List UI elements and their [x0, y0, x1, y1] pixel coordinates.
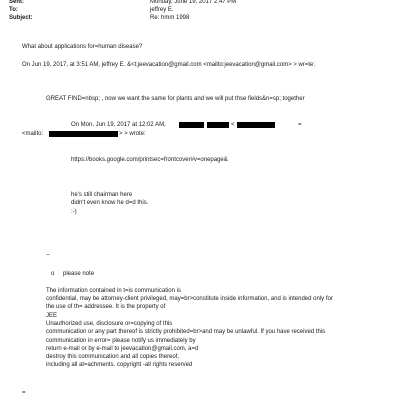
quote1-intro: On Jun 19, 2017, at 3:51 AM, jeffrey E. &<t;jeevacation@gmail.com <mailto:jeevacation@gmail.com> > wr=te:: [22, 62, 316, 68]
notice-line: the use of th= addressee. It is the property of: [46, 304, 166, 310]
smiley-line: :-): [71, 209, 77, 215]
to-label: To:: [9, 7, 18, 13]
redaction-2: [207, 122, 229, 128]
trailing-eq: =: [22, 390, 26, 396]
redaction-4: [49, 131, 118, 137]
notice-line: confidential, may be attorney-client privileged, may=br>constitute inside information, and is intended only for: [46, 296, 333, 302]
didnt-know-line: didn't even know he d=d this.: [71, 200, 149, 206]
link-line[interactable]: https://books.google.com/printsec=frontcover#v=onepage&: [71, 157, 228, 163]
subject-value: Re: hmm 1998: [150, 15, 190, 21]
question-line: What about applications for=human disease?: [22, 44, 143, 50]
bullet-circle-icon: o: [51, 271, 55, 277]
notice-line: return e-mail or by e-mail to jeevacation@gmail.com, a=d: [46, 346, 199, 352]
sent-label: Sent:: [9, 0, 24, 5]
notice-line: communication or any part thereof is strictly prohibited=br>and may be unlawful. If you have received this: [46, 329, 326, 335]
sent-value: Monday, June 19, 2017 2:47 PM: [150, 0, 237, 5]
notice-line: The information contained in t=is communication is: [46, 288, 181, 294]
quote2-end: > > wrote:: [119, 131, 146, 137]
subject-label: Subject:: [9, 15, 33, 21]
to-value: jeffrey E.: [150, 7, 174, 13]
notice-line: JEE: [46, 313, 58, 319]
notice-line: including all at=achments. copyright -all rights reserved: [46, 362, 193, 368]
quote2-start: On Mon, Jun 19, 2017 at 12:02 AM,: [71, 122, 166, 128]
dashes-line: --: [46, 252, 50, 258]
quote2-lt: <: [231, 122, 235, 128]
redaction-1: [179, 122, 204, 128]
notice-line: communication in error= please notify us immediately by: [46, 338, 196, 344]
quote2-eq: =: [298, 122, 302, 128]
notice-line: destroy this communication and all copies thereof,: [46, 354, 180, 360]
notice-line: Unauthorized use, disclosure or=copying of this: [46, 321, 173, 327]
great-find-line: GREAT FIND=nbsp; , now we want the same for plants and we will put thse fields&n=sp; together: [46, 96, 305, 102]
redaction-3: [237, 122, 275, 128]
please-note-line: please note: [63, 271, 95, 277]
quote2-mailto: <mailto:: [22, 131, 44, 137]
chairman-line: he's still chairman here: [71, 192, 133, 198]
